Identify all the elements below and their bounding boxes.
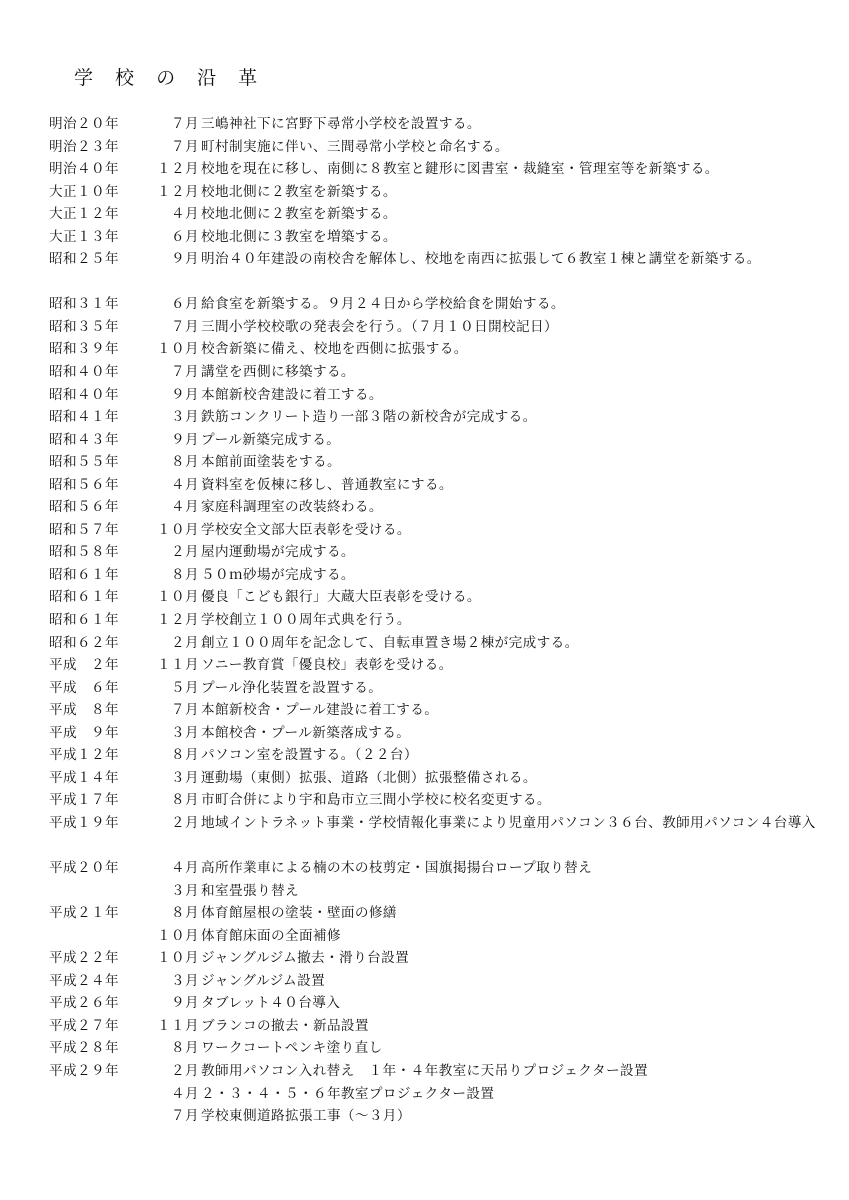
entry-month: ６月: [171, 296, 199, 313]
entry-month: ２月: [171, 1062, 199, 1079]
entry-text: 校舎新築に備え、校地を西側に拡張する。: [201, 341, 468, 358]
entry-date: [49, 158, 199, 180]
entry-date: [49, 632, 199, 654]
history-entry: [49, 293, 839, 316]
history-entry: [49, 541, 839, 564]
entry-date: [49, 880, 199, 902]
entry-month: ７月: [171, 116, 199, 132]
entry-year: 明治２３年: [49, 138, 119, 155]
history-entry: [49, 744, 839, 767]
entry-text: 和室畳張り替え: [201, 882, 299, 899]
entry-month: ７月: [171, 318, 199, 335]
history-entry: [49, 474, 839, 497]
history-entry: [49, 564, 839, 587]
history-entry: [49, 316, 839, 339]
entry-month: ９月: [171, 251, 199, 268]
entry-month: ４月: [171, 206, 199, 223]
history-entry: [49, 361, 839, 384]
entry-date: [49, 970, 199, 992]
entry-month: ２月: [171, 544, 199, 561]
entry-date: [49, 429, 199, 451]
entry-year: 平成１２年: [49, 747, 119, 764]
history-entry: [49, 406, 839, 429]
entry-month: １１月: [157, 657, 199, 674]
entry-year: 昭和５６年: [49, 499, 119, 516]
entry-text: 体育館屋根の塗装・壁面の修繕: [201, 905, 397, 922]
entry-year: 平成２０年: [49, 860, 119, 877]
history-entry: [49, 947, 839, 970]
entry-text: 明治４０年建設の南校舎を解体し、校地を南西に拡張して６教室１棟と講堂を新築する。: [201, 251, 761, 268]
entry-year: 大正１０年: [49, 183, 119, 200]
entry-year: 平成２９年: [49, 1062, 119, 1079]
history-entry: [49, 158, 839, 181]
history-entry: [49, 902, 839, 925]
entry-year: 昭和６２年: [49, 634, 119, 651]
entry-text: 講堂を西側に移築する。: [201, 364, 355, 381]
entry-year: 平成２７年: [49, 1017, 119, 1034]
history-entry: [49, 496, 839, 519]
entry-text: 地域イントラネット事業・学校情報化事業により児童用パソコン３６台、教師用パソコン４台導入: [201, 814, 816, 831]
history-entry: [49, 677, 839, 700]
entry-text: 高所作業車による楠の木の枝剪定・国旗掲揚台ロープ取り替え: [201, 860, 593, 877]
entry-date: [49, 609, 199, 631]
history-entry: [49, 970, 839, 993]
entry-date: [49, 744, 199, 766]
entry-text: 市町合併により宇和島市立三間小学校に校名変更する。: [201, 792, 551, 809]
entry-date: [49, 1083, 199, 1105]
entry-month: ８月: [171, 454, 199, 471]
entry-text: 体育館床面の全面補修: [201, 927, 341, 944]
history-entry: [49, 925, 839, 948]
entry-date: [49, 496, 199, 518]
entry-date: [49, 1037, 199, 1059]
entry-year: 平成１４年: [49, 769, 119, 786]
entry-text: 三間小学校校歌の発表会を行う。（７月１０日開校記日）: [201, 318, 559, 335]
entry-month: １０月: [157, 589, 199, 606]
entry-month: １１月: [157, 1017, 199, 1034]
entry-date: [49, 812, 199, 834]
entry-text: 三嶋神社下に宮野下尋常小学校を設置する。: [201, 116, 481, 132]
entry-date: [49, 1105, 199, 1127]
entry-text: 本館前面塗装をする。: [201, 454, 341, 471]
entry-date: [49, 1060, 199, 1082]
history-list: [49, 113, 839, 1128]
entry-text: 家庭科調理室の改装終わる。: [201, 499, 383, 516]
entry-text: 学校安全文部大臣表彰を受ける。: [201, 521, 411, 538]
history-entry: [49, 699, 839, 722]
entry-month: ９月: [171, 386, 199, 403]
entry-month: ６月: [171, 228, 199, 245]
entry-year: 明治４０年: [49, 161, 119, 178]
entry-year: 大正１２年: [49, 206, 119, 223]
entry-text: 学校創立１００周年式典を行う。: [201, 612, 411, 629]
entry-year: 平成１７年: [49, 792, 119, 809]
history-entry: [49, 1060, 839, 1083]
entry-text: 鉄筋コンクリート造り一部３階の新校舎が完成する。: [201, 409, 537, 426]
entry-month: ３月: [171, 972, 199, 989]
entry-text: プール新築完成する。: [201, 431, 341, 448]
entry-year: 昭和４１年: [49, 409, 119, 426]
entry-month: ３月: [171, 409, 199, 426]
entry-year: 昭和２５年: [49, 251, 119, 268]
history-entry: [49, 654, 839, 677]
history-entry: [49, 181, 839, 204]
entry-month: １０月: [157, 927, 199, 944]
history-entry: [49, 226, 839, 249]
entry-month: １０月: [157, 341, 199, 358]
entry-date: [49, 857, 199, 879]
entry-date: [49, 181, 199, 203]
entry-year: 平成 ２年: [49, 657, 119, 674]
history-entry: [49, 1083, 839, 1106]
history-entry: [49, 113, 839, 136]
entry-month: ７月: [171, 138, 199, 155]
entry-text: 本館校舎・プール新築落成する。: [201, 724, 411, 741]
entry-month: ８月: [171, 747, 199, 764]
entry-year: 昭和３５年: [49, 318, 119, 335]
entry-date: [49, 902, 199, 924]
entry-text: 教師用パソコン入れ替え １年・４年教室に天吊りプロジェクター設置: [201, 1062, 648, 1079]
entry-text: パソコン室を設置する。（２２台）: [201, 747, 418, 764]
entry-date: [49, 722, 199, 744]
entry-date: [49, 474, 199, 496]
entry-date: [49, 203, 199, 225]
entry-text: ワークコートペンキ塗り直し: [201, 1040, 383, 1057]
entry-date: [49, 541, 199, 563]
history-entry: [49, 857, 839, 880]
entry-year: 昭和３１年: [49, 296, 119, 313]
entry-year: 大正１３年: [49, 228, 119, 245]
entry-date: [49, 316, 199, 338]
entry-year: 昭和４０年: [49, 386, 119, 403]
history-entry: [49, 248, 839, 293]
entry-month: １２月: [157, 183, 199, 200]
entry-month: ８月: [171, 1040, 199, 1057]
history-entry: [49, 722, 839, 745]
entry-month: １０月: [157, 521, 199, 538]
entry-text: 屋内運動場が完成する。: [201, 544, 355, 561]
entry-date: [49, 1015, 199, 1037]
history-entry: [49, 992, 839, 1015]
entry-date: [49, 248, 199, 270]
entry-date: [49, 338, 199, 360]
entry-month: ２月: [171, 634, 199, 651]
entry-month: ９月: [171, 995, 199, 1012]
entry-date: [49, 226, 199, 248]
entry-year: 平成２１年: [49, 905, 119, 922]
entry-month: ８月: [171, 792, 199, 809]
entry-month: ５月: [171, 679, 199, 696]
entry-text: プール浄化装置を設置する。: [201, 679, 383, 696]
entry-year: 昭和３９年: [49, 341, 119, 358]
entry-text: 運動場（東側）拡張、道路（北側）拡張整備される。: [201, 769, 537, 786]
entry-month: ３月: [171, 724, 199, 741]
entry-month: ９月: [171, 431, 199, 448]
history-entry: [49, 632, 839, 655]
entry-text: ジャングルジム撤去・滑り台設置: [201, 950, 410, 967]
entry-year: 昭和４０年: [49, 364, 119, 381]
entry-date: [49, 925, 199, 947]
entry-date: [49, 947, 199, 969]
entry-month: ７月: [171, 364, 199, 381]
entry-date: [49, 293, 199, 315]
entry-year: 平成２２年: [49, 950, 119, 967]
entry-text: ５０ｍ砂場が完成する。: [201, 566, 355, 583]
entry-month: ３月: [171, 882, 199, 899]
entry-year: 平成 ８年: [49, 702, 119, 719]
history-entry: [49, 767, 839, 790]
entry-text: 校地北側に２教室を新築する。: [201, 183, 397, 200]
entry-date: [49, 789, 199, 811]
entry-text: タブレット４０台導入: [201, 995, 341, 1012]
entry-text: ２・３・４・５・６年教室プロジェクター設置: [201, 1085, 495, 1102]
entry-month: ４月: [171, 499, 199, 516]
entry-month: ８月: [171, 905, 199, 922]
entry-text: 校地を現在に移し、南側に８教室と鍵形に図書室・裁縫室・管理室等を新築する。: [201, 161, 719, 178]
entry-year: 昭和５６年: [49, 476, 119, 493]
entry-year: 平成１９年: [49, 814, 119, 831]
entry-year: 昭和６１年: [49, 612, 119, 629]
entry-year: 昭和６１年: [49, 589, 119, 606]
entry-date: [49, 767, 199, 789]
history-entry: [49, 384, 839, 407]
entry-text: 町村制実施に伴い、三間尋常小学校と命名する。: [201, 138, 509, 155]
entry-month: ３月: [171, 769, 199, 786]
history-entry: [49, 338, 839, 361]
entry-year: 平成２８年: [49, 1040, 119, 1057]
entry-text: ソニー教育賞「優良校」表彰を受ける。: [201, 657, 453, 674]
entry-date: [49, 699, 199, 721]
entry-text: 資料室を仮棟に移し、普通教室にする。: [201, 476, 453, 493]
history-entry: [49, 519, 839, 542]
history-entry: [49, 609, 839, 632]
entry-text: 校地北側に２教室を新築する。: [201, 206, 397, 223]
entry-year: 明治２０年: [49, 116, 119, 132]
history-entry: [49, 880, 839, 903]
entry-month: ４月: [171, 1085, 199, 1102]
entry-date: [49, 136, 199, 158]
entry-month: ４月: [171, 860, 199, 877]
entry-date: [49, 677, 199, 699]
entry-text: 校地北側に３教室を増築する。: [201, 228, 397, 245]
entry-text: 本館新校舎建設に着工する。: [201, 386, 383, 403]
entry-month: ７月: [171, 1108, 199, 1125]
entry-date: [49, 384, 199, 406]
entry-text: ブランコの撤去・新品設置: [201, 1017, 369, 1034]
entry-text: 学校東側道路拡張工事（～３月）: [201, 1108, 411, 1125]
entry-text: ジャングルジム設置: [201, 972, 326, 989]
entry-date: [49, 992, 199, 1014]
entry-year: 平成２６年: [49, 995, 119, 1012]
entry-month: １２月: [157, 612, 199, 629]
entry-date: [49, 113, 199, 135]
entry-text: 本館新校舎・プール建設に着工する。: [201, 702, 439, 719]
history-entry: [49, 1015, 839, 1038]
history-entry: [49, 1105, 839, 1128]
entry-year: 昭和５８年: [49, 544, 119, 561]
entry-month: ８月: [171, 566, 199, 583]
history-entry: [49, 1037, 839, 1060]
entry-date: [49, 451, 199, 473]
entry-year: 昭和５７年: [49, 521, 119, 538]
entry-year: 平成 ９年: [49, 724, 119, 741]
entry-date: [49, 586, 199, 608]
entry-date: [49, 519, 199, 541]
history-entry: [49, 203, 839, 226]
entry-text: 創立１００周年を記念して、自転車置き場２棟が完成する。: [201, 634, 579, 651]
entry-year: 昭和４３年: [49, 431, 119, 448]
history-entry: [49, 429, 839, 452]
entry-year: 平成 ６年: [49, 679, 119, 696]
entry-month: ４月: [171, 476, 199, 493]
history-entry: [49, 586, 839, 609]
entry-year: 昭和６１年: [49, 566, 119, 583]
entry-text: 優良「こども銀行」大蔵大臣表彰を受ける。: [201, 589, 481, 606]
entry-month: １２月: [157, 161, 199, 178]
entry-date: [49, 564, 199, 586]
entry-month: ７月: [171, 702, 199, 719]
history-entry: [49, 789, 839, 812]
page-title: 学 校 の 沿 革: [74, 67, 266, 89]
entry-year: 平成２４年: [49, 972, 119, 989]
history-entry: [49, 136, 839, 159]
entry-month: ２月: [171, 814, 199, 831]
entry-month: １０月: [157, 950, 199, 967]
history-entry: [49, 451, 839, 474]
entry-date: [49, 406, 199, 428]
entry-date: [49, 361, 199, 383]
history-entry: [49, 812, 839, 857]
entry-text: 給食室を新築する。９月２４日から学校給食を開始する。: [201, 296, 565, 313]
entry-year: 昭和５５年: [49, 454, 119, 471]
entry-date: [49, 654, 199, 676]
